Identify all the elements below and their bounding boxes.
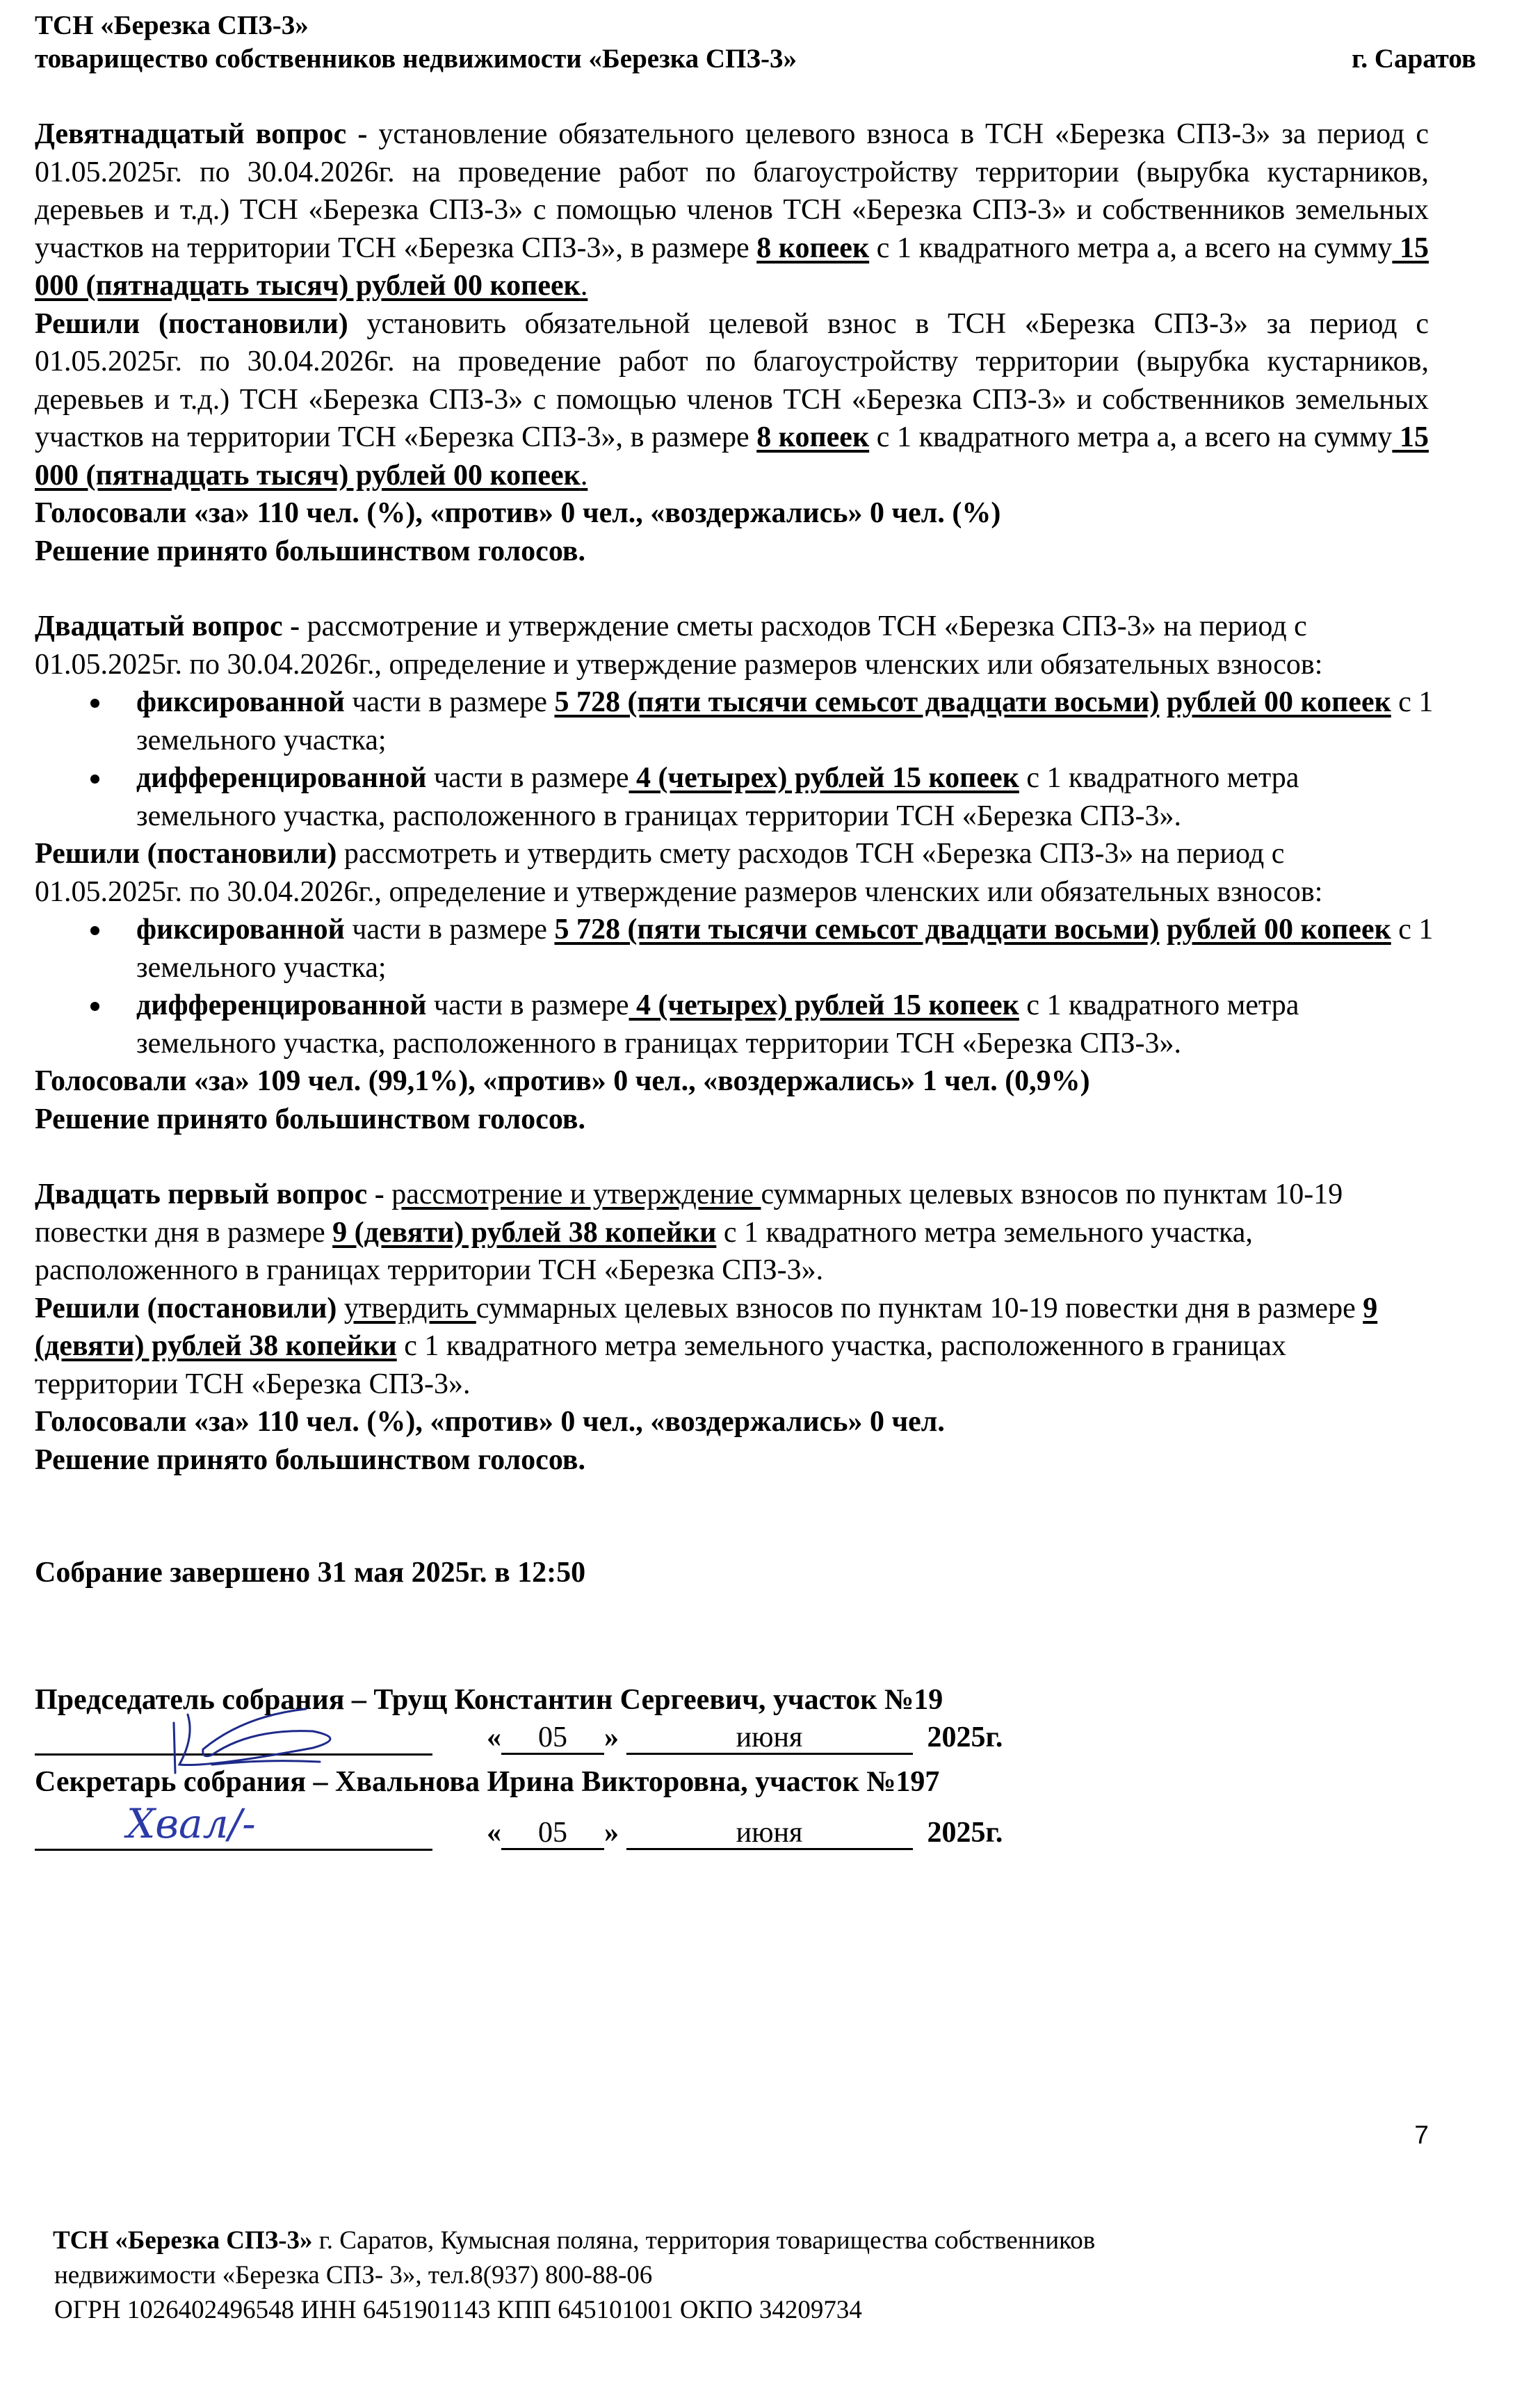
q21-decision <box>35 1290 1429 1404</box>
bullet-amount: 5 728 (пяти тысячи семьсот двадцати восьми) <box>554 686 1160 718</box>
bullet-amount-2: рублей 00 копеек <box>1166 686 1391 718</box>
q19-decision-label: Решили (постановили) <box>35 307 348 340</box>
bullet-amount: 5 728 (пяти тысячи семьсот двадцати восьми) <box>554 914 1160 946</box>
bullet-tail: с 1 земельного участка; <box>136 914 1434 984</box>
page-number: 7 <box>1414 2121 1429 2149</box>
q19-decision <box>35 305 1429 495</box>
secretary-date <box>487 1814 1003 1852</box>
q19-votes: Голосовали «за» 110 чел. (%), «против» 0 чел., «воздержались» 0 чел. (%) <box>35 497 1001 529</box>
q20-paragraph <box>35 608 1429 683</box>
bullet-text: части в размере <box>426 762 629 794</box>
q19-result: Решение принято большинством голосов. <box>35 535 585 567</box>
q21-amount: 9 (девяти) рублей 38 копейки <box>332 1216 717 1249</box>
q21-title: Двадцать первый вопрос - <box>35 1178 384 1210</box>
chair-line: Председатель собрания – Трущ Константин Сергеевич, участок №19 <box>35 1683 943 1716</box>
q19-decision-text-c: . <box>580 459 588 492</box>
bullet-amount: 4 (четырех) рублей 15 копеек <box>629 989 1019 1021</box>
q19-paragraph <box>35 115 1429 305</box>
q21-decision-text: суммарных целевых взносов по пунктам 10-19 повестки дня в размере <box>476 1292 1363 1324</box>
bullet-bold: фиксированной <box>136 914 345 946</box>
bullet-tail: с 1 квадратного метра земельного участка, расположенного в границах территории ТСН «Березка СПЗ-3». <box>136 989 1299 1060</box>
quote-open: « <box>487 1816 501 1849</box>
spacer <box>35 1479 1429 1554</box>
footer-line-3: ОГРН 1026402496548 ИНН 6451901143 КПП 645101001 ОКПО 34209734 <box>54 2296 862 2324</box>
q20-bullet-list <box>35 683 1434 835</box>
list-item <box>136 911 1436 987</box>
chair-date-month: июня <box>626 1722 913 1755</box>
footer-address: г. Саратов, Кумысная поляна, территория товарищества собственников <box>312 2226 1096 2255</box>
bullet-tail: с 1 земельного участка; <box>136 686 1434 756</box>
bullet-text: части в размере <box>344 686 555 718</box>
secretary-signature-row <box>35 1799 1429 1854</box>
list-item <box>136 683 1436 759</box>
secretary-line: Секретарь собрания – Хвальнова Ирина Викторовна, участок №197 <box>35 1766 940 1798</box>
q20-result: Решение принято большинством голосов. <box>35 1103 585 1135</box>
bullet-amount-2: рублей 00 копеек <box>1166 914 1391 946</box>
chair-signature-row <box>35 1719 1429 1759</box>
q19-total: 15 000 (пятнадцать тысяч) рублей 00 копеек <box>35 232 1429 302</box>
q21-result: Решение принято большинством голосов. <box>35 1443 585 1476</box>
footer-line-2: недвижимости «Березка СПЗ- 3», тел.8(937) 800-88-06 <box>54 2261 653 2290</box>
secretary-date-month: июня <box>626 1817 913 1850</box>
document-body <box>35 115 1434 1854</box>
q19-text: установление обязательного целевого взноса в ТСН «Березка СПЗ-3» за период с 01.05.2025г. по 30.04.2026г. на проведение работ по благоустройству территории (вырубка кустарников, деревьев и т.д.) ТСН «Березка СПЗ-3» с помощью членов ТСН «Березка СПЗ-3» и собственников земельных участков на территории ТСН «Березка СПЗ-3», в размере <box>35 118 1429 264</box>
list-item <box>136 987 1318 1062</box>
closing-statement: Собрание завершено 31 мая 2025г. в 12:50 <box>35 1557 586 1589</box>
header-org-full: товарищество собственников недвижимости «Березка СПЗ-3» <box>35 44 797 74</box>
q20-text: рассмотрение и утверждение сметы расходов ТСН «Березка СПЗ-3» на период с 01.05.2025г. по 30.04.2026г., определение и утверждение размеров членских или обязательных взносов: <box>35 610 1323 681</box>
bullet-tail: с 1 квадратного метра земельного участка, расположенного в границах территории ТСН «Березка СПЗ-3». <box>136 762 1299 832</box>
secretary-signature-text: Хвал/- <box>127 1799 256 1847</box>
spacer <box>35 1592 1429 1681</box>
q20-decision-label: Решили (постановили) <box>35 838 337 870</box>
q21-paragraph <box>35 1176 1429 1290</box>
q20-decision-text: рассмотреть и утвердить смету расходов ТСН «Березка СПЗ-3» на период с 01.05.2025г. по 30.04.2026г., определение и утверждение размеров членских или обязательных взносов: <box>35 838 1323 908</box>
q19-text-b: с 1 квадратного метра а, а всего на сумму <box>869 232 1393 264</box>
list-item <box>136 759 1318 835</box>
q21-text-b: с 1 квадратного метра земельного участка, расположенного в границах территории ТСН «Березка СПЗ-3». <box>35 1216 1253 1286</box>
bullet-bold: дифференцированной <box>136 762 427 794</box>
quote-close: » <box>604 1816 619 1849</box>
q19-title: Девятнадцатый вопрос - <box>35 118 368 150</box>
q19-text-c: . <box>580 270 588 302</box>
header-org: ТСН «Березка СПЗ-3» <box>35 10 309 40</box>
secretary-signature-icon <box>118 1794 355 1857</box>
bullet-bold: дифференцированной <box>136 989 427 1021</box>
q21-text: суммарных целевых взносов по пунктам 10-19 повестки дня в размере <box>35 1178 1343 1249</box>
header-city: г. Саратов <box>1352 44 1476 74</box>
chair-date <box>487 1719 1003 1757</box>
q21-decision-amount: 9 (девяти) рублей 38 копейки <box>35 1292 1378 1362</box>
q21-decision-label: Решили (постановили) <box>35 1292 337 1324</box>
quote-open: « <box>487 1721 501 1753</box>
quote-close: » <box>604 1721 619 1753</box>
footer <box>53 2223 1095 2328</box>
bullet-text: части в размере <box>426 989 629 1021</box>
bullet-text: части в размере <box>344 914 555 946</box>
q19-decision-rate: 8 копеек <box>756 421 870 453</box>
q21-decision-text-b: с 1 квадратного метра земельного участка, расположенного в границах территории ТСН «Березка СПЗ-3». <box>35 1330 1286 1400</box>
spacer <box>35 570 1429 608</box>
footer-line-1 <box>53 2223 1095 2258</box>
q19-decision-text-b: с 1 квадратного метра а, а всего на сумму <box>869 421 1393 453</box>
q20-decision-bullet-list <box>35 911 1434 1062</box>
bullet-bold: фиксированной <box>136 686 345 718</box>
q20-title: Двадцатый вопрос - <box>35 610 300 642</box>
q21-decision-underlined: утвердить <box>343 1292 476 1324</box>
q21-votes: Голосовали «за» 110 чел. (%), «против» 0 чел., «воздержались» 0 чел. <box>35 1406 945 1438</box>
secretary-date-day: 05 <box>501 1817 604 1850</box>
q19-rate: 8 копеек <box>756 232 870 264</box>
footer-org: ТСН «Березка СПЗ-3» <box>53 2226 313 2255</box>
secretary-date-year: 2025г. <box>927 1816 1003 1849</box>
q20-votes: Голосовали «за» 109 чел. (99,1%), «против» 0 чел., «воздержались» 1 чел. (0,9%) <box>35 1065 1090 1097</box>
q20-decision <box>35 835 1429 911</box>
chair-signature-icon <box>146 1695 375 1778</box>
q21-underlined-text: рассмотрение и утверждение <box>391 1178 761 1210</box>
chair-date-day: 05 <box>501 1722 604 1755</box>
spacer <box>35 1138 1429 1176</box>
q19-decision-total: 15 000 (пятнадцать тысяч) рублей 00 копеек <box>35 421 1429 492</box>
bullet-amount: 4 (четырех) рублей 15 копеек <box>629 762 1019 794</box>
q19-decision-text: установить обязательной целевой взнос в ТСН «Березка СПЗ-3» за период с 01.05.2025г. по 30.04.2026г. на проведение работ по благоустройству территории (вырубка кустарников, деревьев и т.д.) ТСН «Березка СПЗ-3» с помощью членов ТСН «Березка СПЗ-3» и собственников земельных участков на территории ТСН «Березка СПЗ-3», в размере <box>35 307 1429 453</box>
chair-date-year: 2025г. <box>927 1721 1003 1753</box>
